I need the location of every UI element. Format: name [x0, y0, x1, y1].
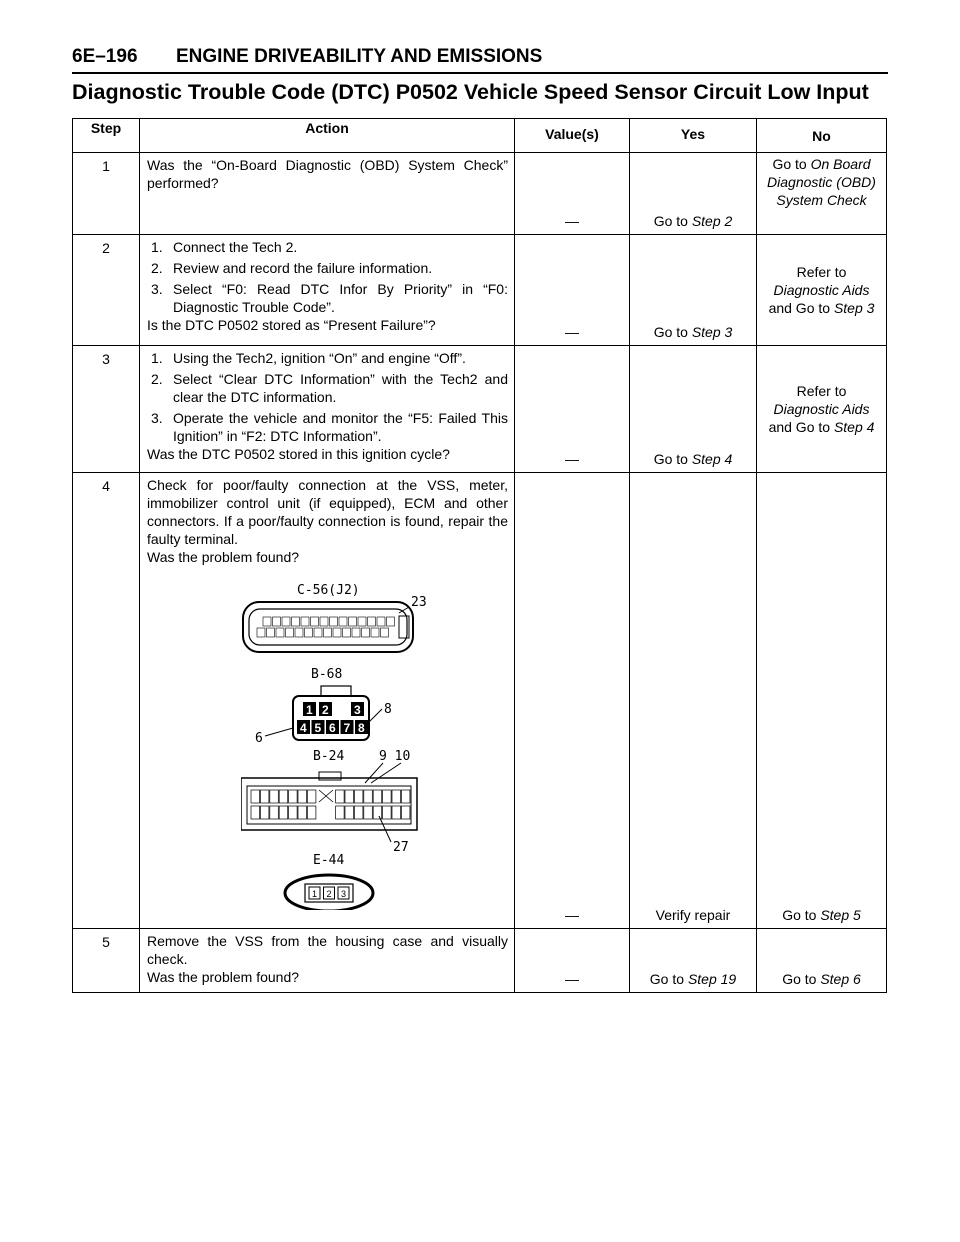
table-row — [73, 929, 887, 993]
no-link[interactable]: Diagnostic Aids — [773, 401, 870, 417]
b24-label: B-24 — [313, 749, 345, 764]
svg-text:8: 8 — [358, 721, 365, 735]
c56-pin-cell — [377, 617, 385, 626]
value-cell: — — [515, 235, 630, 346]
c56-pin-cell — [339, 617, 347, 626]
b68-label: B-68 — [311, 667, 343, 682]
b68-pin — [303, 702, 316, 717]
table-row — [73, 235, 887, 346]
b24-pin-cell — [298, 790, 307, 803]
c56-pin-cell — [295, 628, 303, 637]
b68-pin-6-label: 6 — [255, 731, 263, 746]
b24-pin-cell — [289, 790, 298, 803]
list-item — [147, 280, 508, 316]
b24-pin-cell — [289, 806, 298, 819]
action-cell — [140, 929, 515, 993]
c56-pin-label: 23 — [411, 595, 427, 610]
b24-pin-cell — [336, 806, 345, 819]
b68-pin — [319, 702, 332, 717]
no-mid: and Go to — [768, 300, 831, 316]
item-text: Operate the vehicle and monitor the “F5: Failed This Ignition” in “F2: DTC Information”. — [173, 410, 508, 444]
b24-pin-cell — [383, 806, 392, 819]
b24-pin-cell — [354, 790, 363, 803]
yes-prefix: Go to — [649, 971, 688, 987]
c56-pin-cell — [381, 628, 389, 637]
c56-pin-cell — [352, 628, 360, 637]
no-prefix: Go to — [772, 156, 811, 172]
no-mid: and Go to — [768, 419, 831, 435]
question-text: Was the problem found? — [147, 549, 300, 565]
svg-text:6: 6 — [329, 721, 336, 735]
c56-pin-cell — [311, 617, 319, 626]
e44-label: E-44 — [313, 853, 345, 868]
table-header-row — [73, 119, 887, 153]
c56-pin-cell — [324, 628, 332, 637]
table-row — [73, 153, 887, 235]
b24-pin-cell — [336, 790, 345, 803]
c56-pin-cell — [320, 617, 328, 626]
b24-pin-cell — [373, 790, 382, 803]
b68-pin — [355, 720, 368, 735]
step-number: 5 — [73, 929, 140, 993]
table-row — [73, 473, 887, 929]
no-prefix: Go to — [782, 907, 821, 923]
action-cell — [140, 346, 515, 473]
c56-pin-cell — [276, 628, 284, 637]
svg-text:5: 5 — [314, 721, 322, 735]
b24-pin-cell — [401, 790, 410, 803]
value-cell: — — [515, 473, 630, 929]
list-item — [147, 259, 508, 277]
e44-connector — [285, 875, 373, 910]
c56-pin-cell — [330, 617, 338, 626]
no-cell — [757, 346, 887, 473]
c56-label: C-56(J2) — [297, 583, 360, 598]
svg-text:7: 7 — [343, 721, 351, 735]
no-prefix: Refer to — [796, 383, 847, 399]
b24-pin-cell — [279, 790, 288, 803]
action-list — [147, 349, 508, 445]
b24-pin-cell — [345, 806, 354, 819]
value-cell: — — [515, 929, 630, 993]
c56-pin-cell — [305, 628, 313, 637]
c56-pin-cell — [343, 628, 351, 637]
value-cell: — — [515, 153, 630, 235]
item-text: Select “Clear DTC Information” with the Tech2 and clear the DTC information. — [173, 371, 508, 405]
step-number: 2 — [73, 235, 140, 346]
c56-pin-cell — [358, 617, 366, 626]
b24-pin-cell — [354, 806, 363, 819]
item-number: 1. — [151, 239, 163, 255]
svg-text:1: 1 — [306, 703, 313, 717]
list-item — [147, 238, 508, 256]
question-text: Was the DTC P0502 stored in this ignition cycle? — [147, 446, 450, 462]
no-cell — [757, 929, 887, 993]
c56-pin-cell — [301, 617, 309, 626]
action-text: Check for poor/faulty connection at the VSS, meter, immobilizer control unit (if equipped), ECM and other connectors. If a poor/faulty connection is found, repair the faulty terminal. — [147, 477, 508, 547]
yes-link[interactable]: Step 19 — [687, 971, 737, 987]
diagnostic-table — [72, 118, 887, 993]
value-cell: — — [515, 346, 630, 473]
b24-pin-cell — [345, 790, 354, 803]
svg-text:4: 4 — [300, 721, 307, 735]
b24-pin-cell — [298, 806, 307, 819]
list-item — [147, 370, 508, 406]
no-link[interactable]: On Board Diagnostic (OBD) System Check — [767, 156, 876, 208]
c56-pin-cell — [282, 617, 290, 626]
step-number: 1 — [73, 153, 140, 235]
b24-pin-cell — [251, 806, 260, 819]
b24-pin-cell — [392, 790, 401, 803]
b24-pin-cell — [279, 806, 288, 819]
b24-pin-cell — [383, 790, 392, 803]
e44-pin — [338, 887, 349, 899]
b24-pin-cell — [364, 790, 373, 803]
svg-text:3: 3 — [341, 889, 347, 899]
yes-prefix: Go to — [653, 451, 692, 467]
b68-pin — [326, 720, 339, 735]
b68-pin-8-label: 8 — [384, 702, 392, 717]
svg-text:3: 3 — [354, 703, 361, 717]
b24-pin-cell — [260, 790, 269, 803]
no-link[interactable]: Diagnostic Aids — [773, 282, 870, 298]
item-number: 2. — [151, 371, 163, 387]
no-prefix: Refer to — [796, 264, 847, 280]
section-title: ENGINE DRIVEABILITY AND EMISSIONS — [176, 46, 543, 67]
b24-pin-27-label: 27 — [393, 840, 409, 855]
svg-text:2: 2 — [322, 703, 329, 717]
b24-pin-cell — [401, 806, 410, 819]
b68-connector — [293, 686, 369, 740]
no-cell — [757, 153, 887, 235]
item-number: 1. — [151, 350, 163, 366]
col-no-header: No — [757, 119, 887, 153]
e44-pin — [309, 887, 320, 899]
item-text: Review and record the failure information. — [173, 260, 433, 276]
no-link-2[interactable]: Step 4 — [833, 419, 875, 435]
svg-text:1: 1 — [312, 889, 318, 899]
item-number: 2. — [151, 260, 163, 276]
c56-pin-cell — [267, 628, 275, 637]
b24-pins-top-label: 9 10 — [379, 749, 411, 764]
b24-pin-cell — [251, 790, 260, 803]
b24-connector — [241, 772, 417, 830]
item-number: 3. — [151, 281, 163, 297]
no-link[interactable]: Step 6 — [820, 971, 861, 987]
col-action-header: Action — [140, 119, 515, 153]
c56-pin-cell — [263, 617, 271, 626]
b68-pin — [341, 720, 354, 735]
yes-prefix: Go to — [653, 324, 692, 340]
c56-connector — [243, 602, 413, 652]
yes-link[interactable]: Step 3 — [691, 324, 733, 340]
page-title: Diagnostic Trouble Code (DTC) P0502 Vehicle Speed Sensor Circuit Low Input — [72, 80, 869, 104]
c56-pin-cell — [286, 628, 294, 637]
yes-link[interactable]: Step 4 — [691, 451, 733, 467]
yes-cell — [630, 346, 757, 473]
c56-pin-cell — [314, 628, 322, 637]
item-number: 3. — [151, 410, 163, 426]
action-cell — [140, 235, 515, 346]
item-text: Connect the Tech 2. — [173, 239, 298, 255]
page-header — [72, 44, 888, 74]
item-text: Select “F0: Read DTC Infor By Priority” in “F0: Diagnostic Trouble Code”. — [173, 281, 508, 315]
no-cell — [757, 235, 887, 346]
c56-pin-cell — [368, 617, 376, 626]
step-number: 3 — [73, 346, 140, 473]
list-item — [147, 409, 508, 445]
no-prefix: Go to — [782, 971, 821, 987]
c56-pin-cell — [371, 628, 379, 637]
b24-pin-cell — [270, 790, 279, 803]
question-text: Is the DTC P0502 stored as “Present Failure”? — [147, 317, 436, 333]
c56-pin-cell — [362, 628, 370, 637]
c56-pin-cell — [333, 628, 341, 637]
yes-cell — [630, 929, 757, 993]
no-cell — [757, 473, 887, 929]
b68-pin — [312, 720, 325, 735]
b24-pin-cell — [373, 806, 382, 819]
b24-pin-cell — [260, 806, 269, 819]
yes-cell: Verify repair — [630, 473, 757, 929]
c56-pin-cell — [292, 617, 300, 626]
c56-pin-cell — [273, 617, 281, 626]
connector-diagram — [241, 580, 451, 910]
col-values-header: Value(s) — [515, 119, 630, 153]
item-text: Using the Tech2, ignition “On” and engine “Off”. — [173, 350, 466, 366]
c56-pin-cell — [387, 617, 395, 626]
e44-pin — [324, 887, 335, 899]
list-item — [147, 349, 508, 367]
action-text: Remove the VSS from the housing case and visually check. — [147, 933, 508, 967]
yes-cell — [630, 235, 757, 346]
c56-pin-cell — [257, 628, 265, 637]
b24-pin-cell — [392, 806, 401, 819]
yes-link[interactable]: Step 2 — [691, 213, 733, 229]
action-text: Was the “On-Board Diagnostic (OBD) System Check” performed? — [140, 153, 515, 235]
action-list — [147, 238, 508, 316]
yes-cell — [630, 153, 757, 235]
no-link-2[interactable]: Step 3 — [833, 300, 875, 316]
b24-pin-cell — [307, 806, 316, 819]
col-yes-header: Yes — [630, 119, 757, 153]
b24-pin-cell — [364, 806, 373, 819]
b68-pin — [351, 702, 364, 717]
no-link[interactable]: Step 5 — [820, 907, 861, 923]
question-text: Was the problem found? — [147, 969, 300, 985]
b24-pin-cell — [270, 806, 279, 819]
c56-pin-cell — [349, 617, 357, 626]
yes-prefix: Go to — [653, 213, 692, 229]
b68-pin — [297, 720, 310, 735]
b24-pin-cell — [307, 790, 316, 803]
table-row — [73, 346, 887, 473]
action-cell — [140, 473, 515, 929]
col-step-header: Step — [73, 119, 140, 153]
page-number: 6E–196 — [72, 46, 138, 67]
svg-text:2: 2 — [326, 889, 332, 899]
step-number: 4 — [73, 473, 140, 929]
